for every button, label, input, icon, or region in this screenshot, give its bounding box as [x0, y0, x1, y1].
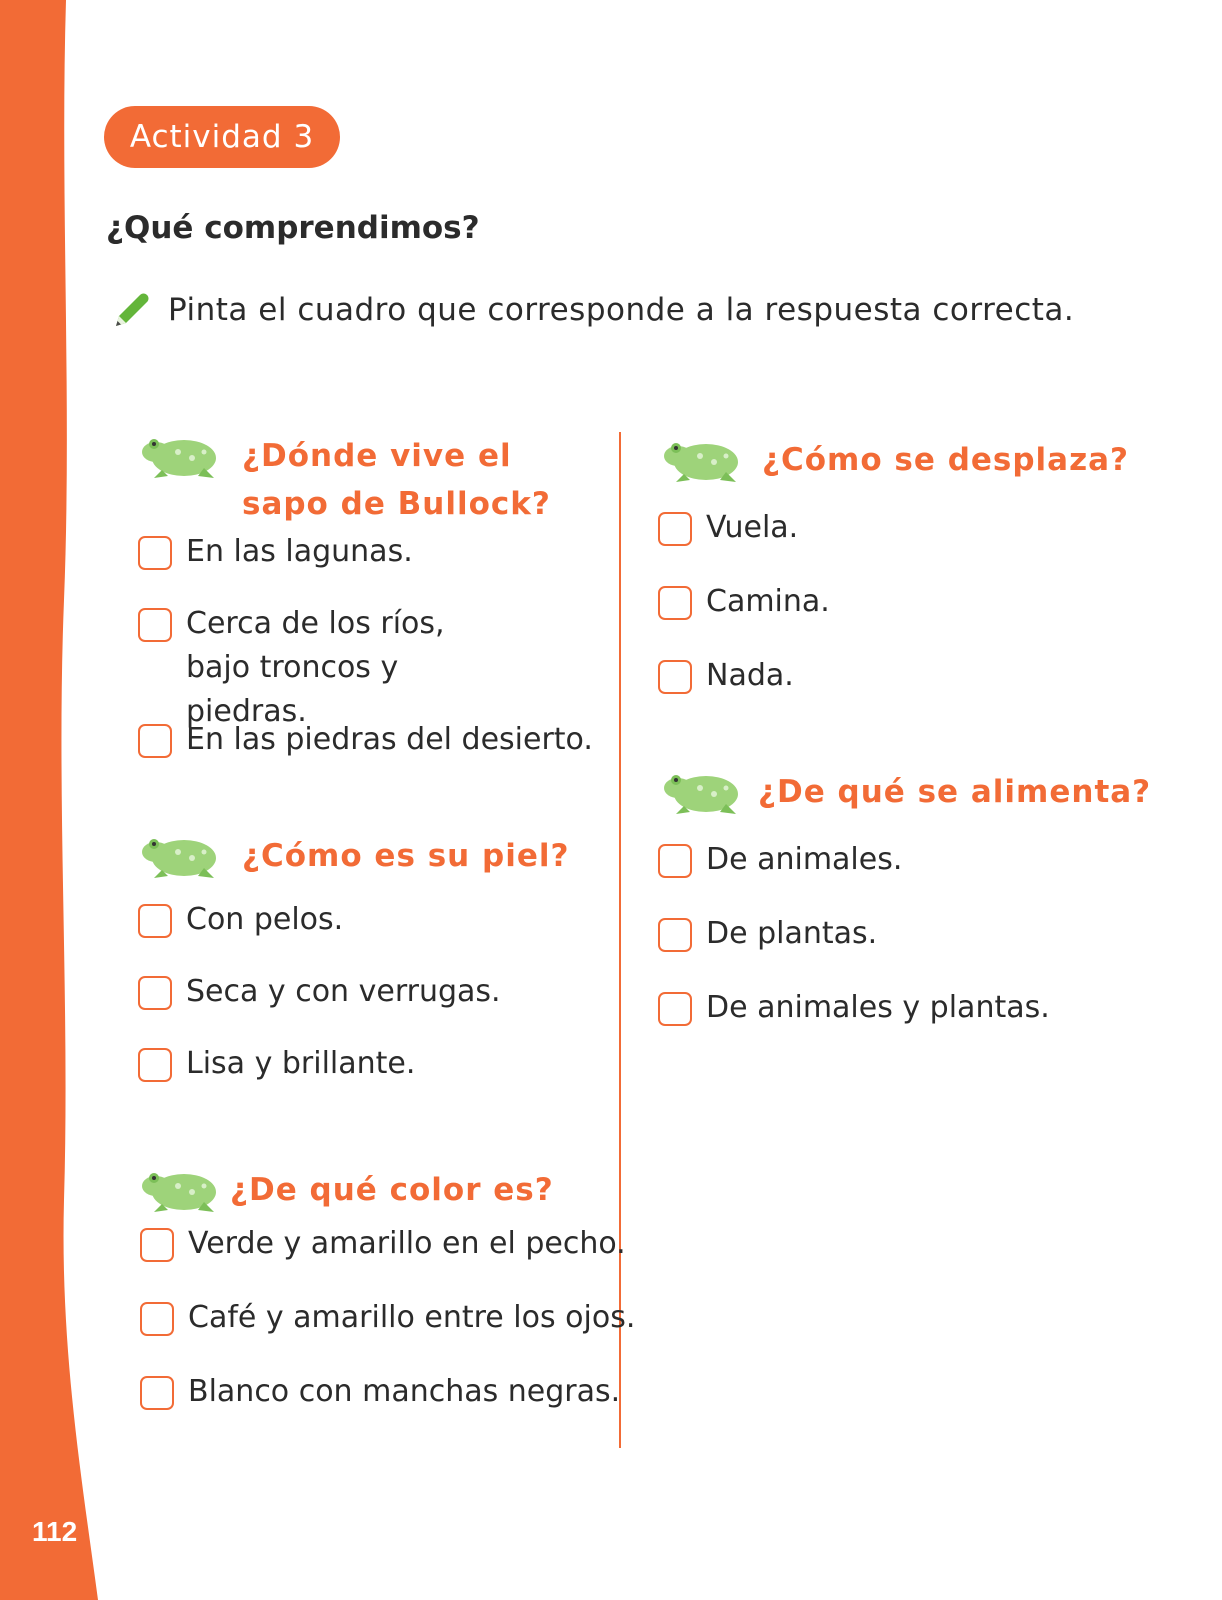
option-row[interactable] — [138, 970, 501, 1014]
option-label: Vuela. — [706, 510, 799, 545]
option-row[interactable] — [138, 602, 508, 734]
option-label: Blanco con manchas negras. — [188, 1374, 621, 1409]
question-title-line: ¿Dónde vive el — [242, 438, 512, 474]
question-where-lives — [138, 408, 551, 522]
option-label: En las lagunas. — [186, 534, 413, 569]
option-row[interactable] — [138, 718, 593, 762]
instruction — [110, 288, 1074, 332]
option-label: En las piedras del desierto. — [186, 722, 593, 757]
answer-checkbox[interactable] — [140, 1376, 174, 1410]
option-row[interactable] — [658, 580, 830, 624]
option-row[interactable] — [658, 838, 902, 882]
option-label: De plantas. — [706, 916, 878, 951]
option-label: Café y amarillo entre los ojos. — [188, 1300, 636, 1335]
frog-icon — [660, 764, 746, 820]
answer-checkbox[interactable] — [138, 976, 172, 1010]
answer-checkbox[interactable] — [140, 1302, 174, 1336]
option-row[interactable] — [138, 530, 413, 574]
question-title: ¿Cómo es su piel? — [242, 838, 570, 874]
question-title-line: sapo de Bullock? — [242, 486, 551, 522]
pencil-icon — [110, 288, 154, 332]
option-row[interactable] — [658, 654, 794, 698]
answer-checkbox[interactable] — [658, 918, 692, 952]
option-row[interactable] — [658, 506, 798, 550]
option-row[interactable] — [140, 1296, 635, 1340]
side-band — [0, 0, 110, 1600]
page-number: 112 — [32, 1516, 78, 1547]
section-title: ¿Qué comprendimos? — [106, 210, 480, 246]
option-label: Nada. — [706, 658, 794, 693]
option-label: Cerca de los ríos, bajo troncos y piedras. — [186, 606, 445, 729]
answer-checkbox[interactable] — [138, 904, 172, 938]
frog-icon — [138, 1162, 224, 1218]
answer-checkbox[interactable] — [658, 586, 692, 620]
answer-checkbox[interactable] — [658, 992, 692, 1026]
answer-checkbox[interactable] — [138, 724, 172, 758]
answer-checkbox[interactable] — [658, 660, 692, 694]
frog-icon — [138, 428, 224, 484]
answer-checkbox[interactable] — [138, 536, 172, 570]
question-title: ¿De qué se alimenta? — [758, 774, 1152, 810]
option-label: De animales. — [706, 842, 903, 877]
option-row[interactable] — [140, 1222, 626, 1266]
option-row[interactable] — [658, 912, 877, 956]
option-label: Camina. — [706, 584, 830, 619]
option-row[interactable] — [658, 986, 1050, 1030]
answer-checkbox[interactable] — [658, 512, 692, 546]
answer-checkbox[interactable] — [138, 1048, 172, 1082]
activity-badge: Actividad 3 — [104, 106, 340, 168]
option-row[interactable] — [138, 898, 343, 942]
question-skin — [138, 828, 569, 884]
option-row[interactable] — [138, 1042, 415, 1086]
frog-icon — [660, 432, 746, 488]
option-row[interactable] — [140, 1370, 620, 1414]
option-label: Con pelos. — [186, 902, 344, 937]
instruction-text: Pinta el cuadro que corresponde a la respuesta correcta. — [168, 292, 1075, 328]
question-title: ¿Cómo se desplaza? — [762, 442, 1130, 478]
option-label: Lisa y brillante. — [186, 1046, 416, 1081]
frog-icon — [138, 828, 224, 884]
answer-checkbox[interactable] — [140, 1228, 174, 1262]
question-title: ¿De qué color es? — [230, 1172, 554, 1208]
question-color — [138, 1162, 554, 1218]
question-movement — [660, 432, 1129, 488]
option-label: De animales y plantas. — [706, 990, 1050, 1025]
question-food — [660, 764, 1151, 820]
option-label: Seca y con verrugas. — [186, 974, 501, 1009]
answer-checkbox[interactable] — [138, 608, 172, 642]
answer-checkbox[interactable] — [658, 844, 692, 878]
option-label: Verde y amarillo en el pecho. — [188, 1226, 626, 1261]
